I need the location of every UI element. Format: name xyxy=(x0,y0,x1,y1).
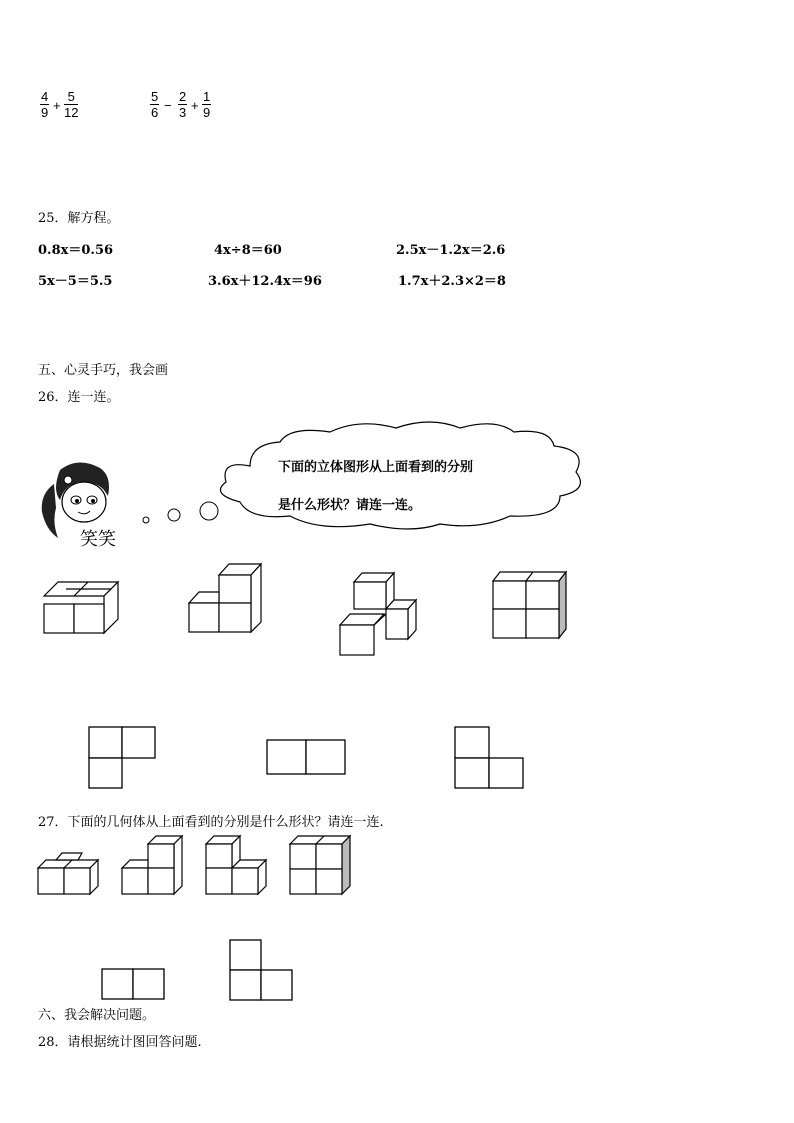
thought-cloud xyxy=(140,420,590,540)
q27-solid-figure-1 xyxy=(38,852,100,896)
q27-top-view-two-squares xyxy=(101,968,167,1002)
operator: + xyxy=(191,98,199,113)
equation-1: 0.8x＝0.56 xyxy=(38,243,114,258)
denominator: 12 xyxy=(64,105,79,120)
operator: − xyxy=(164,98,172,113)
bubble-text-line-2: 是什么形状？请连一连。 xyxy=(278,498,422,513)
girl-face-icon xyxy=(62,482,106,522)
numerator: 1 xyxy=(203,89,211,104)
numerator: 2 xyxy=(179,89,187,104)
fraction xyxy=(202,89,211,120)
operator: + xyxy=(53,98,61,113)
solid-figure-1 xyxy=(44,578,124,636)
hair-bow-icon xyxy=(64,476,72,484)
equation-4: 5x－5＝5.5 xyxy=(38,274,113,289)
section-5-title: 五、心灵手巧，我会画 xyxy=(38,363,169,378)
question-27-title: 27．下面的几何体从上面看到的分别是什么形状？请连一连. xyxy=(38,815,384,830)
fraction xyxy=(150,89,159,120)
question-26-title: 26．连一连。 xyxy=(38,390,120,405)
numerator: 4 xyxy=(41,89,49,104)
thought-dot-icon xyxy=(168,509,180,521)
denominator: 9 xyxy=(203,105,211,120)
denominator: 3 xyxy=(179,105,187,120)
character-name-label: 笑笑 xyxy=(80,529,116,550)
section-6-title: 六、我会解决问题。 xyxy=(38,1008,156,1023)
q27-solid-figure-4 xyxy=(290,834,352,896)
numerator: 5 xyxy=(67,89,75,104)
q27-solid-figure-2 xyxy=(122,834,184,896)
question-25-title: 25．解方程。 xyxy=(38,211,120,226)
equation-2: 4x÷8＝60 xyxy=(214,243,282,258)
equation-6: 1.7x＋2.3×2＝8 xyxy=(398,274,506,289)
solid-figure-4 xyxy=(492,571,572,641)
question-28-title: 28．请根据统计图回答问题. xyxy=(38,1035,202,1050)
solid-figure-2 xyxy=(189,560,269,635)
thought-dot-icon xyxy=(143,517,149,523)
numerator: 5 xyxy=(151,89,159,104)
equation-5: 3.6x＋12.4x＝96 xyxy=(208,274,322,289)
equation-3: 2.5x－1.2x＝2.6 xyxy=(396,243,506,258)
thought-dot-icon xyxy=(200,502,218,520)
top-view-two-squares xyxy=(266,739,348,777)
bubble-text-line-1: 下面的立体图形从上面看到的分别 xyxy=(278,460,474,475)
denominator: 9 xyxy=(41,105,49,120)
denominator: 6 xyxy=(151,105,159,120)
fraction xyxy=(178,89,187,120)
q27-solid-figure-3 xyxy=(206,834,268,896)
top-view-reverse-l-shape xyxy=(454,726,526,790)
fraction xyxy=(40,89,49,120)
top-view-l-shape xyxy=(88,726,158,790)
solid-figure-3 xyxy=(340,570,420,658)
q27-top-view-reverse-l-shape xyxy=(229,939,295,1002)
fraction xyxy=(64,89,78,120)
